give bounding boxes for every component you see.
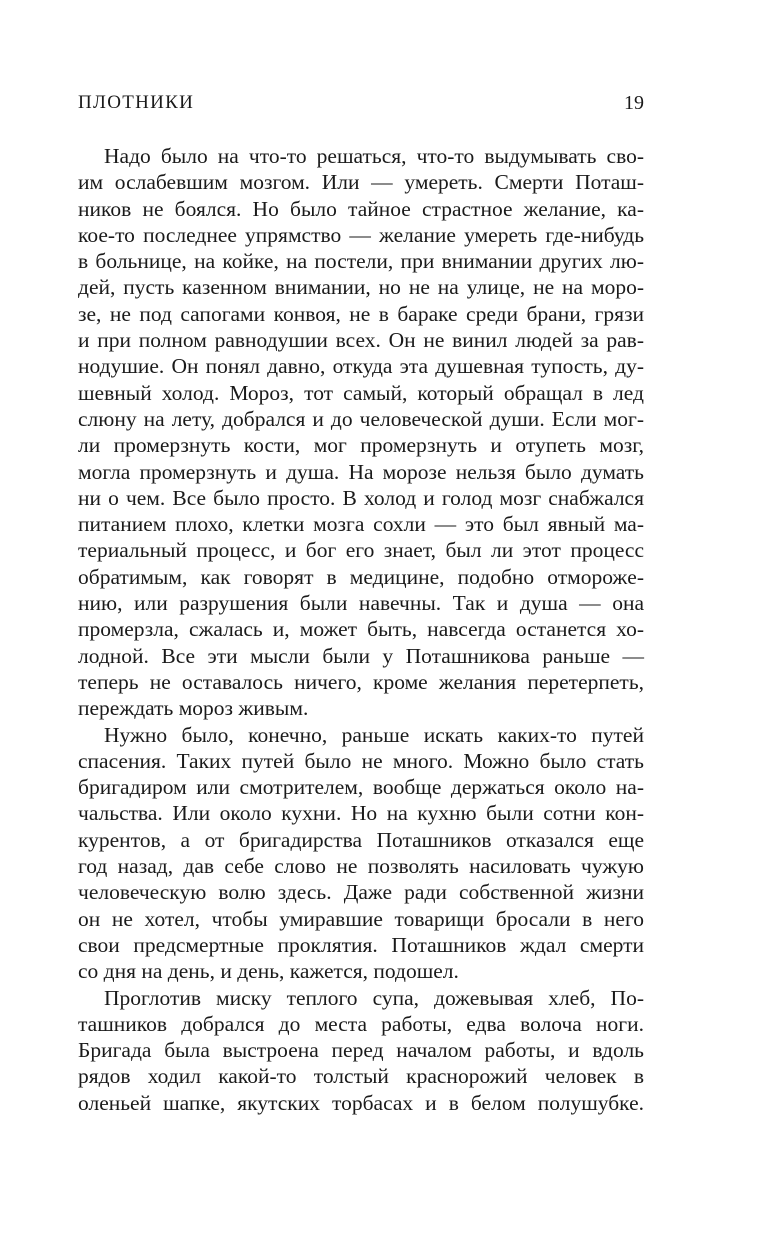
text-line: слюну на лету, добрался и до человеческой души. Если мог-	[78, 406, 644, 431]
text-line: им ослабевшим мозгом. Или — умереть. Смерти Поташ-	[78, 170, 644, 195]
text-line: дей, пусть казенном внимании, но не на улице, не на моро-	[78, 275, 644, 300]
text-line: чальства. Или около кухни. Но на кухню были сотни кон-	[78, 801, 644, 826]
text-line: шевный холод. Мороз, тот самый, который обращал в лед	[78, 380, 644, 405]
text-line: териальный процесс, и бог его знает, был ли этот процесс	[78, 538, 644, 563]
text-line: могла промерзнуть и душа. На морозе нельзя было думать	[78, 459, 644, 484]
text-line: Нужно было, конечно, раньше искать каких-то путей	[104, 722, 644, 747]
text-line: кое-то последнее упрямство — желание умереть где-нибудь	[78, 222, 644, 247]
text-line: теперь не оставалось ничего, кроме желания перетерпеть,	[78, 669, 644, 694]
text-line: курентов, а от бригадирства Поташников отказался еще	[78, 827, 644, 852]
text-line: человеческую волю здесь. Даже ради собственной жизни	[78, 880, 644, 905]
text-line: свои предсмертные проклятия. Поташников ждал смерти	[78, 932, 644, 957]
text-line: переждать мороз живым.	[78, 696, 309, 721]
text-line: ни о чем. Все было просто. В холод и голод мозг снабжался	[78, 485, 644, 510]
text-line: ников не боялся. Но было тайное страстное желание, ка-	[78, 196, 644, 221]
text-line: со дня на день, и день, кажется, подошел.	[78, 959, 459, 984]
text-line: в больнице, на койке, на постели, при внимании других лю-	[78, 249, 644, 274]
text-line: Надо было на что-то решаться, что-то выдумывать сво-	[104, 144, 644, 168]
text-line: ли промерзнуть кости, мог промерзнуть и отупеть мозг,	[78, 433, 644, 458]
running-title: ПЛОТНИКИ	[78, 92, 195, 113]
text-line: нию, или разрушения были навечны. Так и душа — она	[78, 591, 644, 616]
text-line: Бригада была выстроена перед началом работы, и вдоль	[78, 1038, 644, 1063]
text-line: он не хотел, чтобы умиравшие товарищи бросали в него	[78, 906, 644, 931]
text-line: нодушие. Он понял давно, откуда эта душевная тупость, ду-	[78, 354, 644, 379]
text-line: лодной. Все эти мысли были у Поташникова раньше —	[78, 643, 644, 668]
running-head	[78, 92, 644, 120]
page-number: 19	[624, 92, 644, 114]
text-line: спасения. Таких путей было не много. Можно было стать	[78, 748, 644, 773]
text-line: зе, не под сапогами конвоя, не в бараке среди брани, грязи	[78, 301, 644, 326]
text-line: год назад, дав себе слово не позволять насиловать чужую	[78, 854, 644, 879]
text-line: и при полном равнодушии всех. Он не винил людей за рав-	[78, 328, 644, 353]
body-text	[78, 143, 644, 1116]
text-line: рядов ходил какой-то толстый краснорожий человек в	[78, 1064, 644, 1089]
text-line: обратимым, как говорят в медицине, подобно отморожe-	[78, 564, 644, 589]
text-line: Проглотив миску теплого супа, дожевывая хлеб, По-	[104, 985, 644, 1010]
text-line: ташников добрался до места работы, едва волоча ноги.	[78, 1011, 644, 1036]
text-line: бригадиром или смотрителем, вообще держаться около на-	[78, 775, 644, 800]
text-line: питанием плохо, клетки мозга сохли — это был явный ма-	[78, 512, 644, 537]
text-line: промерзла, сжалась и, может быть, навсегда останется хо-	[78, 617, 644, 642]
text-line: оленьей шапке, якутских торбасах и в белом полушубке.	[78, 1090, 644, 1115]
